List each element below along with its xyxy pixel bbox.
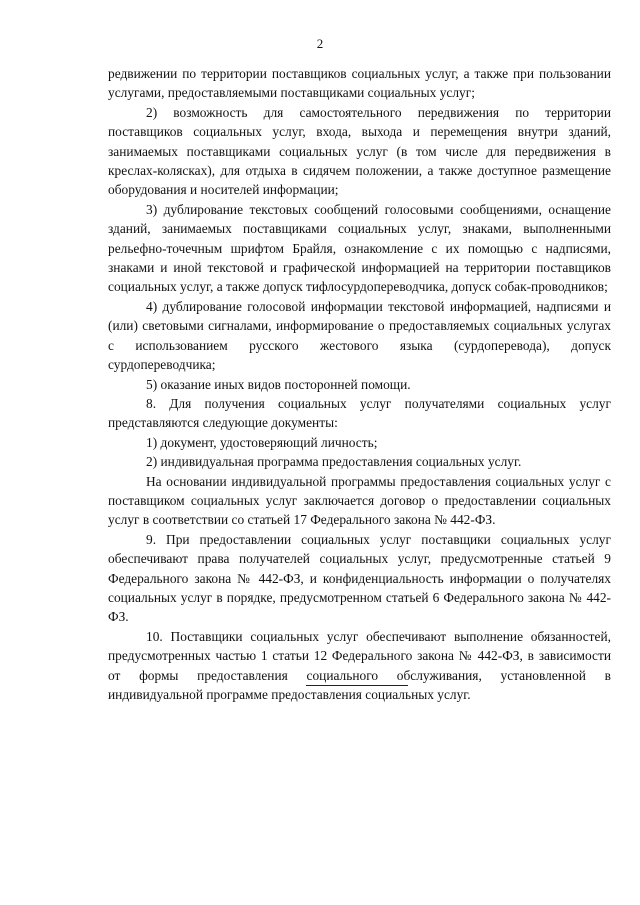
paragraph-section-8: 8. Для получения социальных услуг получателями социальных услуг представляются следующие документы: (108, 395, 611, 431)
paragraph-item-3: 3) дублирование текстовых сообщений голосовыми сообщениями, оснащение зданий, занимаемых поставщиками социальных услуг, знаками, выполненными рельефно-точечным шрифтом Брайля, ознакомление с их помощью с надписями, знаками и иной текстовой и графической информацией на территории поставщиков социальных услуг, а также допуск тифлосурдопереводчика, допуск собак-проводников; (108, 201, 611, 295)
end-divider-line (306, 685, 408, 686)
document-body (108, 64, 611, 704)
page-number: 2 (316, 36, 324, 51)
paragraph-continuation: редвижении по территории поставщиков социальных услуг, а также при пользовании услугами, предоставляемыми поставщиками социальных услуг; (108, 66, 611, 101)
paragraph-contract: На основании индивидуальной программы предоставления социальных услуг с поставщиком социальных услуг заключается договор о предоставлении социальных услуг в соответствии со статьей 17 Федерального закона № 442-ФЗ. (108, 473, 611, 528)
paragraph-item-4: 4) дублирование голосовой информации текстовой информацией, надписями и (или) световыми сигналами, информирование о предоставляемых социальных услугах с использованием русского жестового языка (сурдоперевода), допуск сурдопереводчика; (108, 298, 611, 373)
paragraph-section-9: 9. При предоставлении социальных услуг поставщики социальных услуг обеспечивают права получателей социальных услуг, предусмотренные статьей 9 Федерального закона № 442-ФЗ, и конфиденциальность информации о получателях социальных услуг в порядке, предусмотренном статьей 6 Федерального закона № 442-ФЗ. (108, 531, 611, 625)
paragraph-item-2: 2) возможность для самостоятельного передвижения по территории поставщиков социальных услуг, входа, выхода и перемещения внутри зданий, занимаемых поставщиками социальных услуг (в том числе для передвижения в креслах-колясках), для отдыха в сидячем положении, а также доступное размещение оборудования и носителей информации; (108, 104, 611, 198)
paragraph-document-2: 2) индивидуальная программа предоставления социальных услуг. (146, 454, 522, 470)
paragraph-document-1: 1) документ, удостоверяющий личность; (146, 434, 378, 450)
paragraph-section-10: 10. Поставщики социальных услуг обеспечивают выполнение обязанностей, предусмотренных частью 1 статьи 12 Федерального закона № 442-ФЗ, в зависимости от формы предоставления социального обслуживания, установленной в индивидуальной программе предоставления социальных услуг. (108, 628, 611, 702)
paragraph-item-5: 5) оказание иных видов посторонней помощи. (146, 376, 411, 392)
